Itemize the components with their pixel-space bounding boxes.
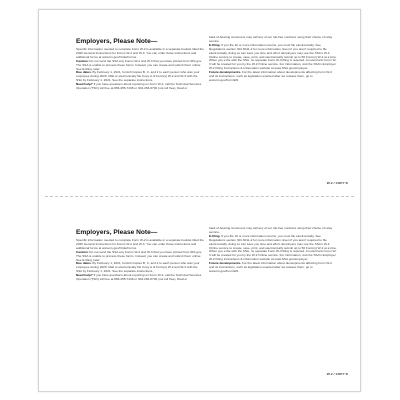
- need-help-paragraph: Need help? If you have questions about reporting on Form W-2, call the Technical Services Operation (TSO) toll free at 866-455-7438 or 304-263-8700 (not toll free). Deaf or: [76, 82, 202, 91]
- instructions-left-column: [76, 229, 204, 282]
- e-filing-paragraph: E-filing. If you file 10 or more information returns, you must file electronically. See Regulations section 301.6011-2 for more information. Even if you aren't required to file electronically, doing so can save you time and effort. Employers may use the SSA's W-2 Online service to create, save, print, and electronically submit up to 50 Form(s) W-2 at a time. When you e-file with the SSA, no separate Form W-3 filing is required. An electronic Form W-3 will be created for you by the W-2 Online service. For information, visit the SSA's Employer W-2 Filing Instructions & Information website at www.SSA.gov/employer.: [209, 42, 337, 71]
- instructions-right-column: [209, 36, 337, 83]
- caution-paragraph: Caution: Do not send the SSA any Forms W-2 and W-3 that you have printed from IRS.gov. The SSA is unable to process these forms. Instead, you can create and submit them online. See E-filing, later.: [76, 249, 202, 262]
- intro-paragraph: Specific information needed to complete Form W-2 is available in a separate booklet titled the 2020 General Instructions for Forms W-2 and W-3. You can order those instructions and additional forms at www.irs.gov/OrderForms.: [76, 47, 204, 59]
- form-copy-top: [39, 10, 360, 195]
- form-copy-label: W-2 / COPY D: [326, 372, 348, 376]
- due-dates-paragraph: Due dates. By February 1, 2021, furnish Copies B, C, and 2 to each person who was your employee during 2020. Mail or electronically file Copy A of Form(s) W-2 and W-3 with the SSA by February 1, 2021. See the separate instructions.: [76, 70, 200, 83]
- instructions-left-column: [76, 38, 204, 91]
- employer-note-heading: Employers, Please Note—: [76, 38, 158, 45]
- employer-note-heading: Employers, Please Note—: [76, 229, 158, 236]
- relay-service-paragraph: hard-of-hearing customers may call any of our toll-free numbers using their choice of relay service.: [209, 227, 333, 234]
- future-developments-paragraph: Future developments. For the latest information about developments affecting Form W-2 and its instructions, such as legislation enacted after we release them, go to www.irs.gov/FormW2.: [209, 70, 333, 82]
- need-help-paragraph: Need help? If you have questions about reporting on Form W-2, call the Technical Services Operation (TSO) toll free at 866-455-7438 or 304-263-8700 (not toll free). Deaf or: [76, 273, 202, 282]
- intro-paragraph: Specific information needed to complete Form W-2 is available in a separate booklet titled the 2020 General Instructions for Forms W-2 and W-3. You can order those instructions and additional forms at www.irs.gov/OrderForms.: [76, 238, 204, 250]
- due-dates-paragraph: Due dates. By February 1, 2021, furnish Copies B, C, and 2 to each person who was your employee during 2020. Mail or electronically file Copy A of Form(s) W-2 and W-3 with the SSA by February 1, 2021. See the separate instructions.: [76, 261, 200, 274]
- e-filing-paragraph: E-filing. If you file 10 or more information returns, you must file electronically. See Regulations section 301.6011-2 for more information. Even if you aren't required to file electronically, doing so can save you time and effort. Employers may use the SSA's W-2 Online service to create, save, print, and electronically submit up to 50 Form(s) W-2 at a time. When you e-file with the SSA, no separate Form W-3 filing is required. An electronic Form W-3 will be created for you by the W-2 Online service. For information, visit the SSA's Employer W-2 Filing Instructions & Information website at www.SSA.gov/employer.: [209, 233, 337, 262]
- tax-form-sheet: [38, 9, 361, 392]
- form-copy-bottom: [39, 201, 360, 386]
- instructions-right-column: [209, 227, 337, 274]
- form-copy-label: W-2 / COPY D: [326, 181, 348, 185]
- future-developments-paragraph: Future developments. For the latest information about developments affecting Form W-2 and its instructions, such as legislation enacted after we release them, go to www.irs.gov/FormW2.: [209, 261, 333, 273]
- perforation-line: [45, 196, 354, 197]
- caution-paragraph: Caution: Do not send the SSA any Forms W-2 and W-3 that you have printed from IRS.gov. The SSA is unable to process these forms. Instead, you can create and submit them online. See E-filing, later.: [76, 58, 202, 71]
- relay-service-paragraph: hard-of-hearing customers may call any of our toll-free numbers using their choice of relay service.: [209, 36, 333, 43]
